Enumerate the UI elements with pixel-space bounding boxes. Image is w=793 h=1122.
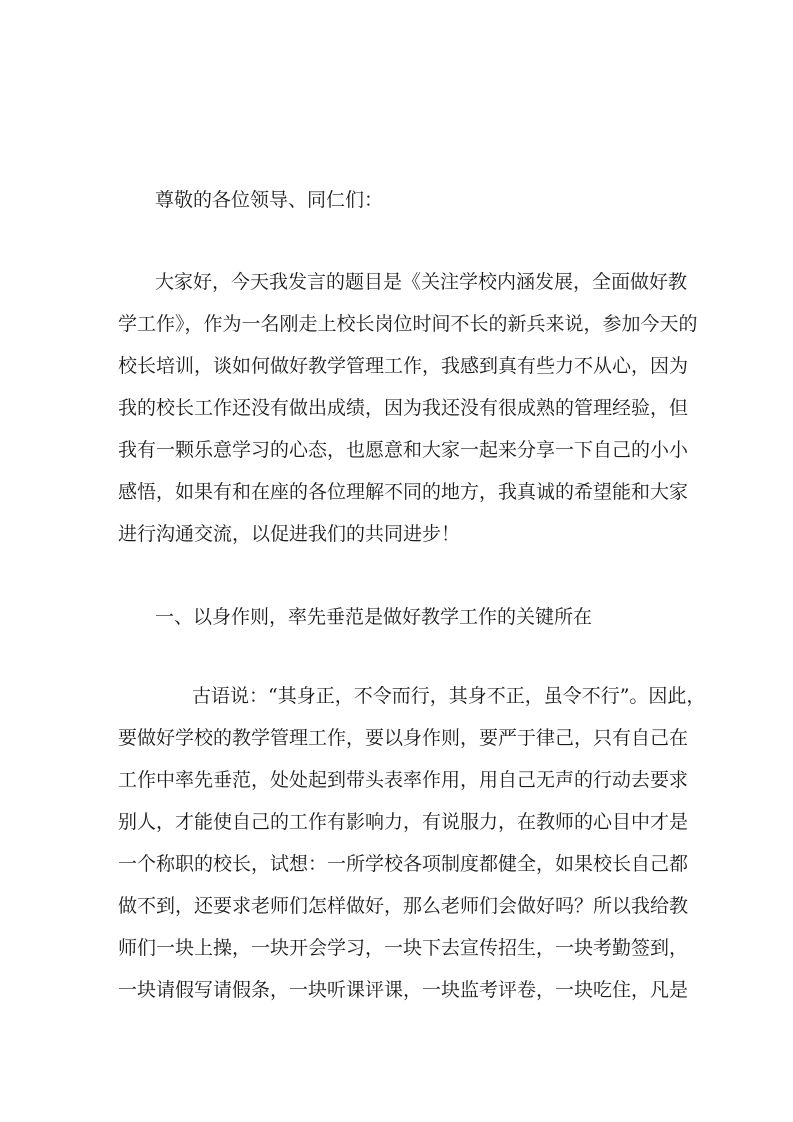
paragraph-line: 学工作》，作为一名刚走上校长岗位时间不长的新兵来说，参加今天的 [118, 313, 698, 335]
salutation: 尊敬的各位领导、同仁们： [155, 189, 384, 211]
paragraph-line: 古语说：“其身正，不令而行，其身不正，虽令不行”。因此， [192, 685, 706, 707]
paragraph-line: 别人，才能使自己的工作有影响力，有说服力，在教师的心目中才是 [118, 811, 689, 833]
paragraph-line: 我有一颗乐意学习的心态，也愿意和大家一起来分享一下自己的小小 [118, 439, 689, 461]
paragraph-line: 工作中率先垂范，处处起到带头表率作用，用自己无声的行动去要求 [118, 769, 689, 791]
paragraph-line: 一块请假写请假条，一块听课评课，一块监考评卷，一块吃住，凡是 [118, 979, 689, 1001]
paragraph-line: 做不到，还要求老师们怎样做好，那么老师们会做好吗？所以我给教 [118, 895, 689, 917]
paragraph-line: 一个称职的校长，试想：一所学校各项制度都健全，如果校长自己都 [118, 853, 689, 875]
paragraph-line: 要做好学校的教学管理工作，要以身作则，要严于律己，只有自己在 [118, 727, 689, 749]
paragraph-line: 感悟，如果有和在座的各位理解不同的地方，我真诚的希望能和大家 [118, 481, 689, 503]
paragraph-line: 校长培训，谈如何做好教学管理工作，我感到真有些力不从心，因为 [118, 355, 689, 377]
paragraph-line: 我的校长工作还没有做出成绩，因为我还没有很成熟的管理经验，但 [118, 397, 689, 419]
paragraph-line: 大家好，今天我发言的题目是《关注学校内涵发展，全面做好教 [155, 271, 688, 293]
paragraph-line: 师们一块上操，一块开会学习，一块下去宣传招生，一块考勤签到， [118, 937, 689, 959]
section-heading: 一、以身作则，率先垂范是做好教学工作的关键所在 [155, 606, 593, 628]
paragraph-line: 进行沟通交流，以促进我们的共同进步！ [118, 523, 461, 545]
